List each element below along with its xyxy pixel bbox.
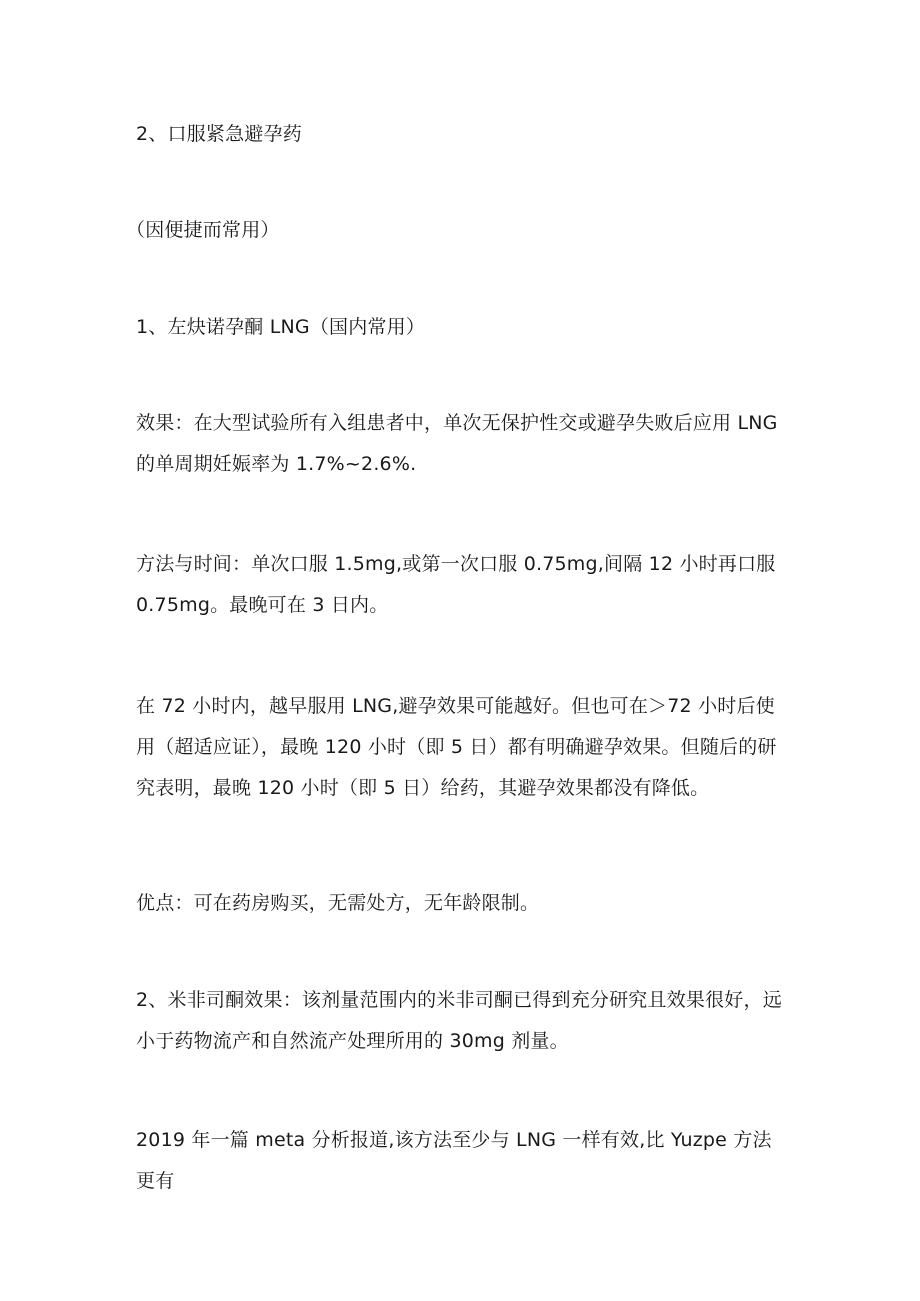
paragraph-advantages: 优点：可在药房购买，无需处方，无年龄限制。 [136, 892, 540, 914]
subheading-levonorgestrel: 1、左炔诺孕酮 LNG（国内常用） [136, 316, 426, 338]
section-note: （因便捷而常用） [126, 219, 280, 241]
paragraph-method-and-timing: 方法与时间：单次口服 1.5mg,或第一次口服 0.75mg,间隔 12 小时再口服 0.75mg。最晚可在 3 日内。 [136, 553, 776, 616]
paragraph-meta-analysis: 2019 年一篇 meta 分析报道,该方法至少与 LNG 一样有效,比 Yuzpe 方法更有 [136, 1129, 772, 1192]
paragraph-mifepristone: 2、米非司酮效果：该剂量范围内的米非司酮已得到充分研究且效果很好，远小于药物流产和自然流产处理所用的 30mg 剂量。 [136, 989, 782, 1052]
paragraph-effect: 效果：在大型试验所有入组患者中，单次无保护性交或避孕失败后应用 LNG 的单周期妊娠率为 1.7%~2.6%. [136, 412, 778, 475]
paragraph-timing-efficacy: 在 72 小时内，越早服用 LNG,避孕效果可能越好。但也可在＞72 小时后使用（超适应证），最晚 120 小时（即 5 日）都有明确避孕效果。但随后的研究表明，最晚 120 小时（即 5 日）给药，其避孕效果都没有降低。 [136, 695, 777, 799]
section-heading-oral-emergency-contraception: 2、口服紧急避孕药 [136, 123, 302, 145]
